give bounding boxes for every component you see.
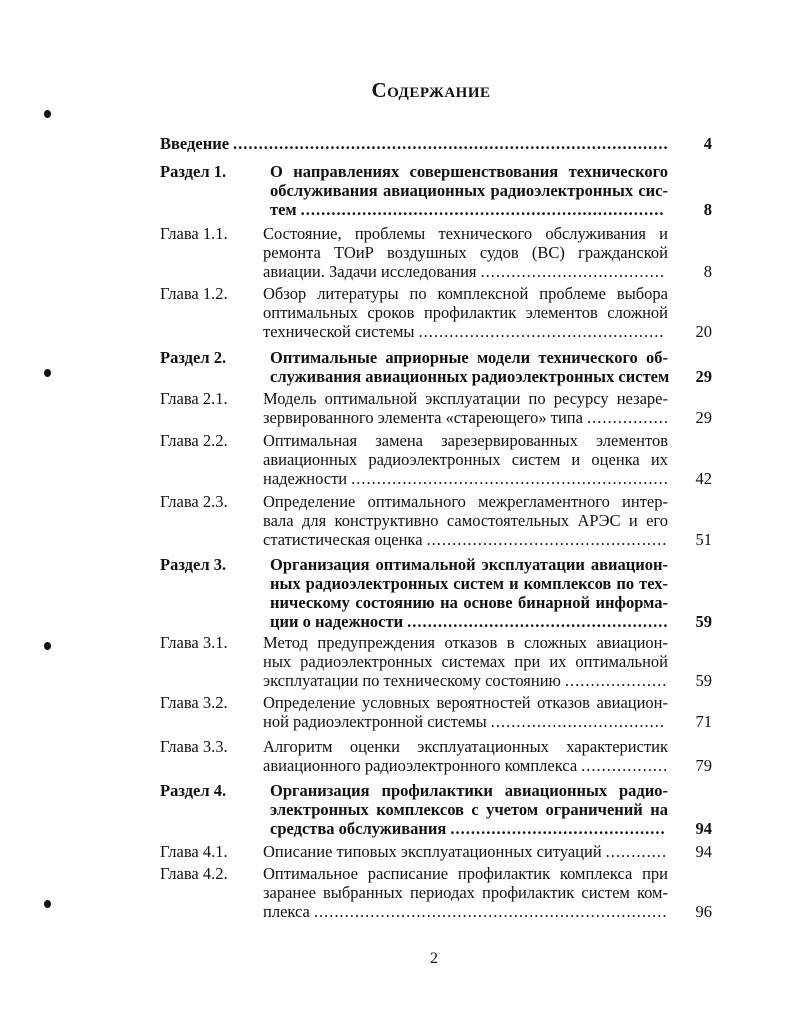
entry-title-line bbox=[263, 408, 668, 427]
entry-title bbox=[270, 555, 668, 631]
dot-leader: .............................................................. bbox=[351, 469, 669, 488]
dot-leader: ................. bbox=[581, 756, 669, 775]
entry-title bbox=[263, 842, 668, 861]
entry-title-line: Организация оптимальной эксплуатации авиацион- bbox=[270, 555, 668, 574]
entry-page-number: 8 bbox=[703, 262, 712, 281]
entry-title-text: средства обслуживания bbox=[270, 819, 447, 838]
entry-title bbox=[263, 284, 668, 341]
entry-title-line: ремонта ТОиР воздушных судов (ВС) гражданской bbox=[263, 243, 668, 262]
dot-leader: ................................................... bbox=[407, 612, 669, 631]
entry-title-line bbox=[270, 819, 668, 838]
entry-page-number: 59 bbox=[695, 671, 712, 690]
entry-label: Глава 3.3. bbox=[160, 737, 228, 756]
toc-chapter-entry bbox=[160, 431, 712, 488]
entry-title-line bbox=[263, 842, 668, 861]
entry-page-number: 29 bbox=[695, 408, 712, 427]
dot-leader: ............................................... bbox=[426, 530, 668, 549]
dot-leader: ..................................................................... bbox=[313, 902, 668, 921]
dot-leader: .......................................... bbox=[450, 819, 666, 838]
entry-title-line: электронных комплексов с учетом ограничений на bbox=[270, 800, 668, 819]
entry-title-line bbox=[263, 322, 668, 341]
toc-chapter-entry bbox=[160, 389, 712, 427]
entry-label: Глава 3.1. bbox=[160, 633, 228, 652]
entry-page-number: 96 bbox=[695, 902, 712, 921]
entry-title-line bbox=[263, 712, 668, 731]
entry-page-number: 79 bbox=[695, 756, 712, 775]
toc-section-entry bbox=[160, 781, 712, 838]
entry-title-line: оптимальных сроков профилактик элементов сложной bbox=[263, 303, 668, 322]
scan-artifact-dot bbox=[44, 900, 51, 908]
entry-title-line: ных радиоэлектронных системах при их оптимальной bbox=[263, 652, 668, 671]
entry-title-text: ции о надежности bbox=[270, 612, 404, 631]
entry-page-number: 94 bbox=[695, 819, 712, 838]
entry-title-line bbox=[263, 530, 668, 549]
toc-chapter-entry bbox=[160, 842, 712, 861]
entry-title-line: авиационных радиоэлектронных систем и оценка их bbox=[263, 450, 668, 469]
dot-leader: ................................................ bbox=[418, 322, 665, 341]
entry-title-text: плекса bbox=[263, 902, 310, 921]
entry-page-number: 51 bbox=[695, 530, 712, 549]
toc-section-entry bbox=[160, 348, 712, 386]
entry-title-line: О направлениях совершенствования технического bbox=[270, 162, 668, 181]
entry-title-text: Описание типовых эксплуатационных ситуаций bbox=[263, 842, 602, 861]
entry-title-line bbox=[160, 134, 668, 153]
entry-title-text: эксплуатации по техническому состоянию bbox=[263, 671, 561, 690]
entry-label: Глава 4.1. bbox=[160, 842, 228, 861]
entry-title-line: ническому состоянию на основе бинарной информа- bbox=[270, 593, 668, 612]
entry-title bbox=[270, 162, 668, 219]
entry-title-line: заранее выбранных периодах профилактик систем ком- bbox=[263, 883, 668, 902]
entry-label: Раздел 2. bbox=[160, 348, 227, 367]
entry-title-line bbox=[270, 367, 668, 386]
dot-leader: .................................... bbox=[480, 262, 666, 281]
entry-label: Глава 4.2. bbox=[160, 864, 228, 883]
dot-leader: ................ bbox=[586, 408, 669, 427]
entry-title-line: Обзор литературы по комплексной проблеме выбора bbox=[263, 284, 668, 303]
toc-chapter-entry bbox=[160, 633, 712, 690]
entry-title bbox=[263, 492, 668, 549]
entry-page-number: 29 bbox=[695, 367, 712, 386]
entry-title bbox=[270, 348, 668, 386]
toc-chapter-entry bbox=[160, 284, 712, 341]
entry-title bbox=[263, 864, 668, 921]
toc-chapter-entry bbox=[160, 737, 712, 775]
toc-section-entry bbox=[160, 555, 712, 631]
entry-label: Глава 2.2. bbox=[160, 431, 228, 450]
entry-label: Раздел 3. bbox=[160, 555, 227, 574]
dot-leader: ....................................................................... bbox=[300, 200, 665, 219]
entry-title-line bbox=[263, 756, 668, 775]
entry-label: Глава 2.3. bbox=[160, 492, 228, 511]
page-number: 2 bbox=[430, 950, 438, 967]
entry-title-text: Введение bbox=[160, 134, 230, 153]
entry-title bbox=[263, 633, 668, 690]
entry-title-text: служивания авиационных радиоэлектронных систем bbox=[270, 367, 670, 386]
entry-title bbox=[270, 781, 668, 838]
entry-page-number: 8 bbox=[703, 200, 712, 219]
entry-title-text: авиационного радиоэлектронного комплекса bbox=[263, 756, 578, 775]
entry-title-text: зервированного элемента «стареющего» типа bbox=[263, 408, 583, 427]
entry-label: Глава 2.1. bbox=[160, 389, 228, 408]
entry-title-line: Определение условных вероятностей отказов авиацион- bbox=[263, 693, 668, 712]
entry-title-text: тем bbox=[270, 200, 297, 219]
entry-title-text: авиации. Задачи исследования bbox=[263, 262, 477, 281]
entry-title-line bbox=[263, 671, 668, 690]
entry-title-line bbox=[263, 902, 668, 921]
entry-title-line bbox=[263, 262, 668, 281]
toc-chapter-entry bbox=[160, 693, 712, 731]
entry-title bbox=[263, 389, 668, 427]
entry-page-number: 20 bbox=[695, 322, 712, 341]
scan-artifact-dot bbox=[44, 369, 51, 377]
entry-title-line: Метод предупреждения отказов в сложных авиацион- bbox=[263, 633, 668, 652]
toc-chapter-entry bbox=[160, 492, 712, 549]
entry-title bbox=[263, 224, 668, 281]
entry-title-line: Определение оптимального межрегламентного интер- bbox=[263, 492, 668, 511]
entry-title-text: технической системы bbox=[263, 322, 415, 341]
toc-intro-entry bbox=[160, 134, 712, 153]
entry-title-line: Алгоритм оценки эксплуатационных характеристик bbox=[263, 737, 668, 756]
entry-title-text: надежности bbox=[263, 469, 348, 488]
entry-title-text: ной радиоэлектронной системы bbox=[263, 712, 487, 731]
entry-page-number: 59 bbox=[695, 612, 712, 631]
dot-leader: ............ bbox=[605, 842, 668, 861]
entry-title bbox=[160, 134, 668, 153]
toc-section-entry bbox=[160, 162, 712, 219]
toc-chapter-entry bbox=[160, 864, 712, 921]
dot-leader: .................... bbox=[564, 671, 668, 690]
entry-title-line: Состояние, проблемы технического обслуживания и bbox=[263, 224, 668, 243]
entry-title-line bbox=[270, 200, 668, 219]
scan-artifact-dot bbox=[44, 642, 51, 650]
entry-label: Раздел 4. bbox=[160, 781, 227, 800]
entry-title-line: обслуживания авиационных радиоэлектронных сис- bbox=[270, 181, 668, 200]
entry-title bbox=[263, 431, 668, 488]
entry-title-line: Организация профилактики авиационных радио- bbox=[270, 781, 668, 800]
entry-title-line bbox=[263, 469, 668, 488]
entry-title-line: ных радиоэлектронных систем и комплексов по тех- bbox=[270, 574, 668, 593]
entry-title-line: Оптимальная замена зарезервированных элементов bbox=[263, 431, 668, 450]
dot-leader: .................................. bbox=[490, 712, 665, 731]
entry-title-line: Оптимальное расписание профилактик комплекса при bbox=[263, 864, 668, 883]
scan-artifact-dot bbox=[44, 110, 51, 118]
entry-title-line bbox=[270, 612, 668, 631]
dot-leader: ..................................................................................... bbox=[233, 134, 669, 153]
entry-title bbox=[263, 693, 668, 731]
entry-label: Глава 1.1. bbox=[160, 224, 228, 243]
entry-title-line: Модель оптимальной эксплуатации по ресурсу незаре- bbox=[263, 389, 668, 408]
entry-page-number: 42 bbox=[695, 469, 712, 488]
page-title: Содержание bbox=[371, 78, 491, 102]
entry-title-line: Оптимальные априорные модели технического об- bbox=[270, 348, 668, 367]
entry-page-number: 4 bbox=[703, 134, 712, 153]
entry-page-number: 94 bbox=[695, 842, 712, 861]
entry-title bbox=[263, 737, 668, 775]
toc-chapter-entry bbox=[160, 224, 712, 281]
entry-label: Глава 3.2. bbox=[160, 693, 228, 712]
entry-label: Глава 1.2. bbox=[160, 284, 228, 303]
entry-title-line: вала для конструктивно самостоятельных АРЭС и его bbox=[263, 511, 668, 530]
entry-title-text: статистическая оценка bbox=[263, 530, 423, 549]
entry-label: Раздел 1. bbox=[160, 162, 227, 181]
entry-page-number: 71 bbox=[695, 712, 712, 731]
